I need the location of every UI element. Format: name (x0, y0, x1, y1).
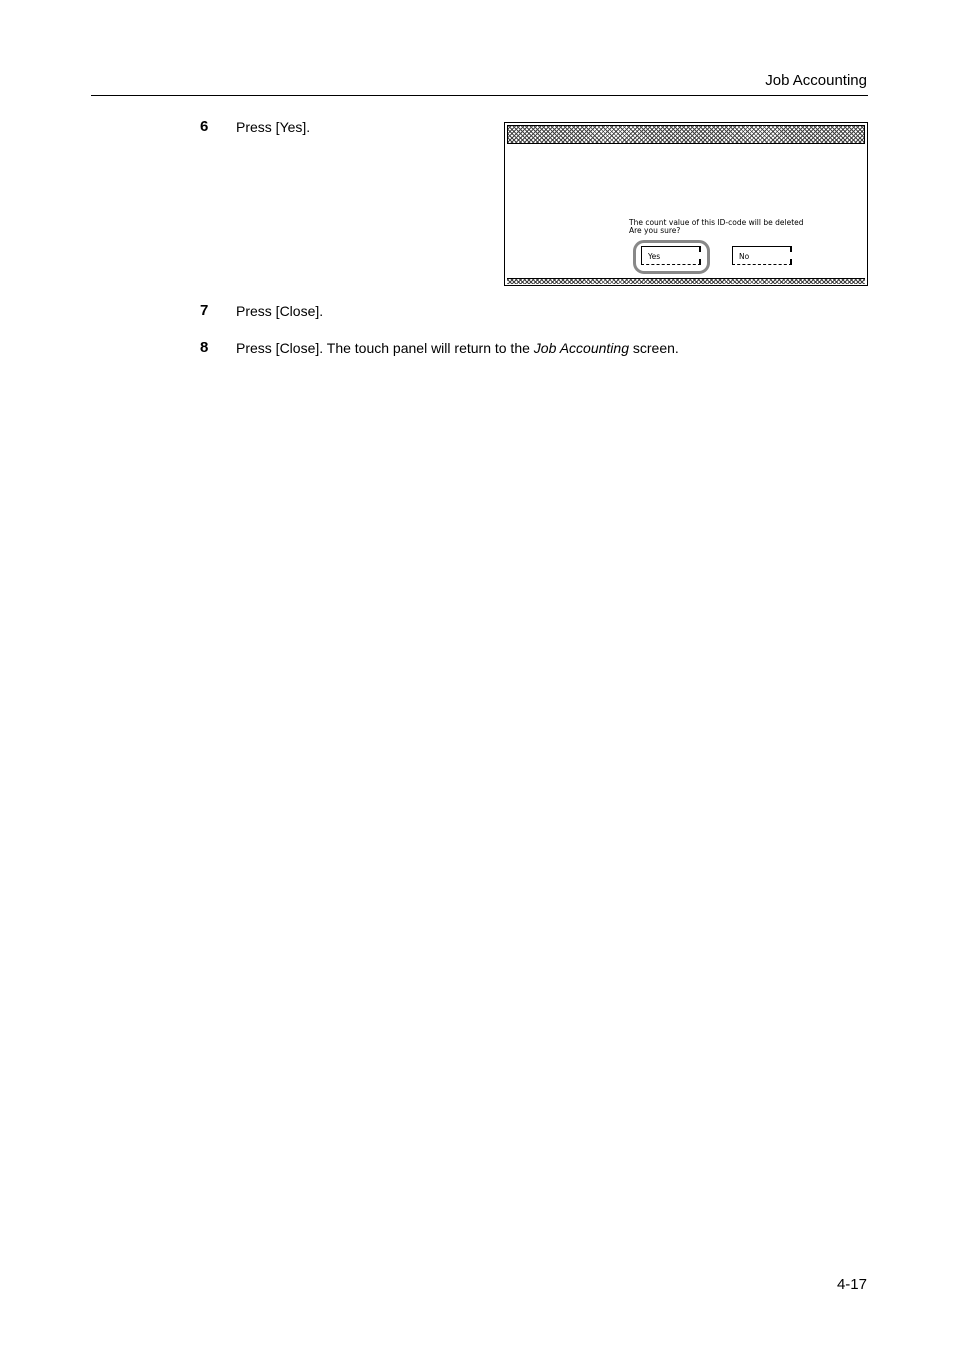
confirmation-message-line: The count value of this ID-code will be deleted (629, 218, 804, 227)
step-text (236, 340, 679, 356)
no-button[interactable]: No (732, 246, 792, 265)
step-text-part: Press [Close]. The touch panel will return to the (236, 340, 534, 356)
step-text-part: screen. (629, 340, 679, 356)
step-text: Press [Close]. (236, 303, 324, 319)
step-text: Press [Yes]. (236, 119, 311, 135)
step-number: 7 (200, 302, 209, 319)
screen-name: Job Accounting (533, 340, 629, 356)
running-header-title: Job Accounting (765, 72, 867, 89)
yes-button-highlight (633, 240, 710, 274)
confirmation-message (629, 219, 804, 235)
panel-title-bar (507, 125, 865, 144)
step-number: 8 (200, 339, 209, 356)
touch-panel-screenshot (504, 122, 868, 286)
header-rule (91, 95, 868, 96)
panel-bottom-bar (507, 278, 865, 284)
yes-button[interactable]: Yes (641, 246, 701, 265)
page-number: 4-17 (836, 1276, 867, 1293)
confirmation-message-line: Are you sure? (629, 226, 681, 235)
step-number: 6 (200, 118, 209, 135)
